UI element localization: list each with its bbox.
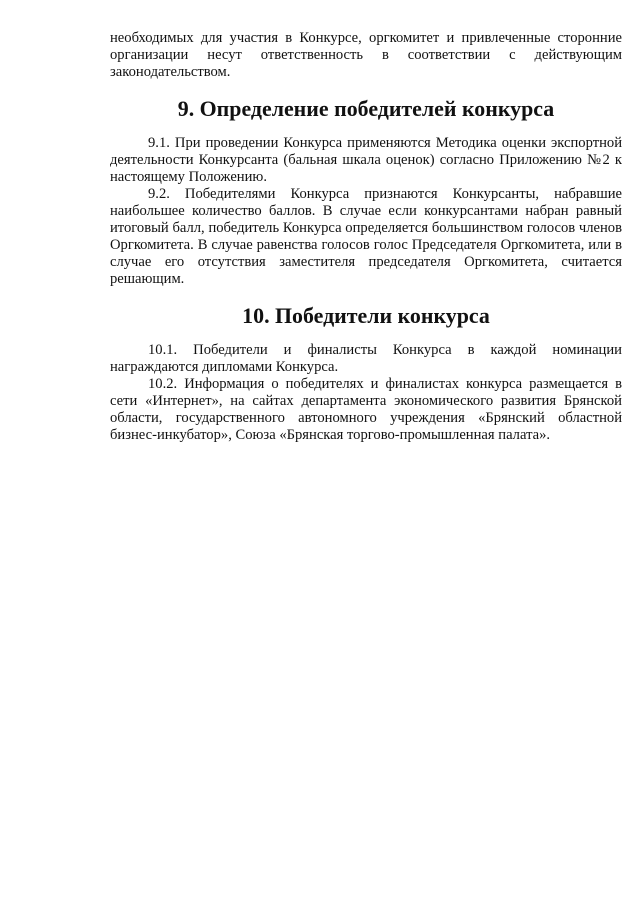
document-page (110, 30, 622, 444)
section-10-heading: 10. Победители конкурса (242, 303, 490, 328)
paragraph-10-1: 10.1. Победители и финалисты Конкурса в каждой номинации награждаются дипломами Конкурса. (110, 342, 622, 375)
paragraph-10-2: 10.2. Информация о победителях и финалистах конкурса размещается в сети «Интернет», на сайтах департамента экономического развития Брянской области, государственного автономного учреждения «Брянский областной бизнес-инкубатор», Союза «Брянская торгово-промышленная палата». (110, 376, 622, 443)
intro-paragraph: необходимых для участия в Конкурсе, оргкомитет и привлеченные сторонние организации несут ответственность в соответствии с действующим законодательством. (110, 30, 622, 80)
paragraph-9-1: 9.1. При проведении Конкурса применяются Методика оценки экспортной деятельности Конкурсанта (бальная шкала оценок) согласно Приложению №2 к настоящему Положению. (110, 135, 622, 185)
section-9-heading: 9. Определение победителей конкурса (177, 96, 555, 121)
paragraph-9-2: 9.2. Победителями Конкурса признаются Конкурсанты, набравшие наибольшее количество баллов. В случае если конкурсантами набран равный итоговый балл, победитель Конкурса определяется большинством голосов членов Оргкомитета. В случае равенства голосов голос Председателя Оргкомитета, или в случае его отсутствия заместителя председателя Оргкомитета, считается решающим. (110, 186, 622, 287)
